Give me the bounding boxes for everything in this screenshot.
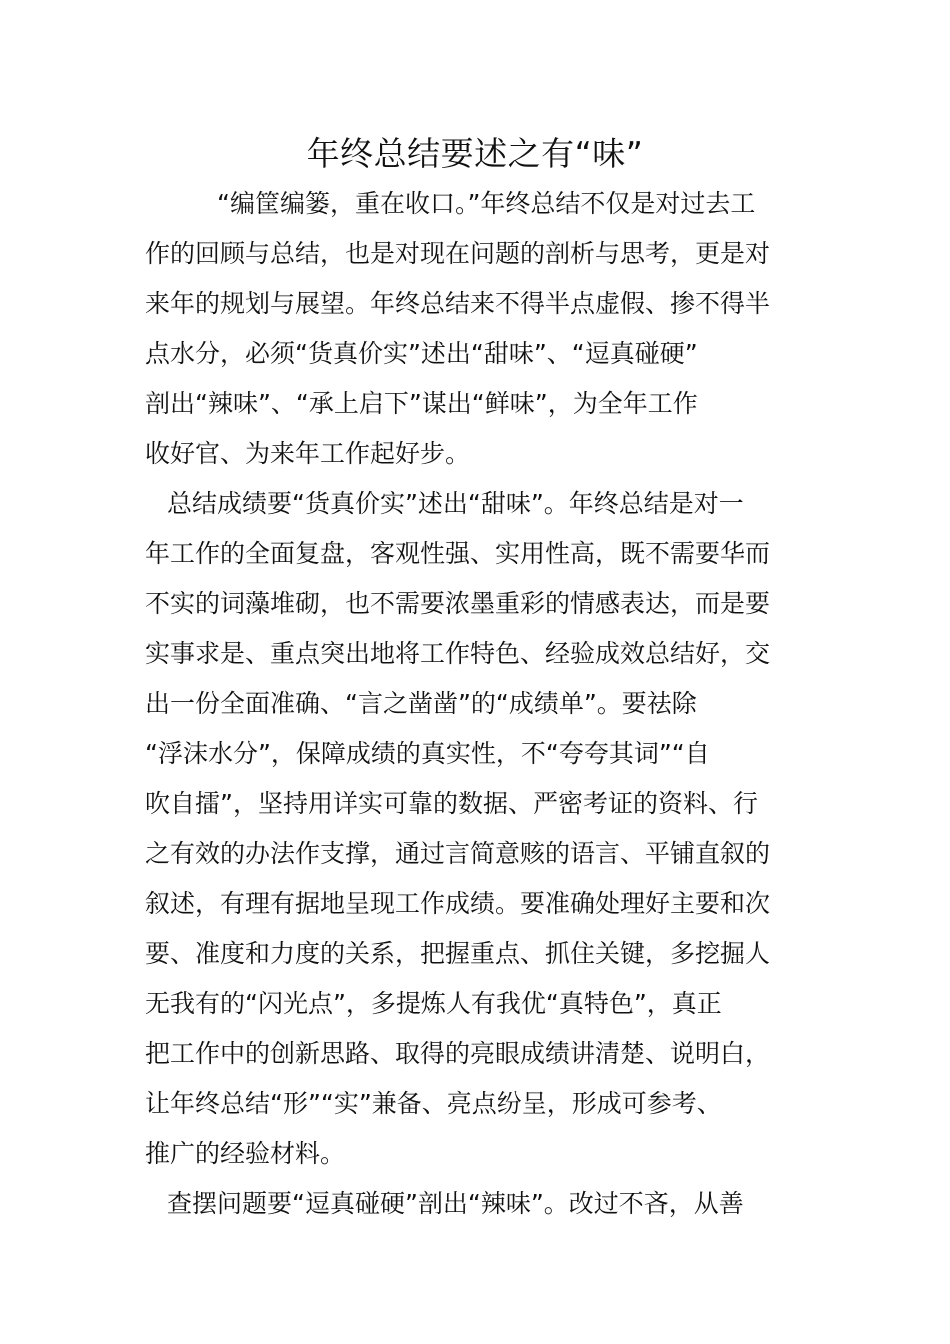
text-line: 作的回顾与总结，也是对现在问题的剖析与思考，更是对 xyxy=(145,239,771,268)
text-line: “浮沫水分”，保障成绩的真实性，不“夸夸其词”“自 xyxy=(145,739,710,768)
document-title: 年终总结要述之有“味” xyxy=(306,134,644,173)
text-line: 无我有的“闪光点”，多提炼人有我优“真特色”，真正 xyxy=(145,989,722,1018)
text-line: 要、准度和力度的关系，把握重点、抓住关键，多挖掘人 xyxy=(145,939,771,968)
text-line: 不实的词藻堆砌，也不需要浓墨重彩的情感表达，而是要 xyxy=(145,589,771,618)
text-line: 收好官、为来年工作起好步。 xyxy=(145,439,471,468)
text-line: 吹自擂”，坚持用详实可靠的数据、严密考证的资料、行 xyxy=(145,789,758,818)
text-line: 点水分，必须“货真价实”述出“甜味”、“逗真碰硬” xyxy=(145,339,698,368)
text-line: 总结成绩要“货真价实”述出“甜味”。年终总结是对一 xyxy=(167,489,744,518)
text-line: 出一份全面准确、“言之凿凿”的“成绩单”。要祛除 xyxy=(145,689,697,718)
text-line: 把工作中的创新思路、取得的亮眼成绩讲清楚、说明白， xyxy=(145,1039,771,1068)
text-line: 剖出“辣味”、“承上启下”谋出“鲜味”，为全年工作 xyxy=(145,389,698,418)
document-body xyxy=(145,179,815,1229)
text-line: 年工作的全面复盘，客观性强、实用性高，既不需要华而 xyxy=(145,539,771,568)
text-line: 叙述，有理有据地呈现工作成绩。要准确处理好主要和次 xyxy=(145,889,771,918)
text-line: 之有效的办法作支撑，通过言简意赅的语言、平铺直叙的 xyxy=(145,839,771,868)
text-line: 来年的规划与展望。年终总结来不得半点虚假、掺不得半 xyxy=(145,289,771,318)
text-line: 查摆问题要“逗真碰硬”剖出“辣味”。改过不吝，从善 xyxy=(167,1189,744,1218)
text-line: 让年终总结“形”“实”兼备、亮点纷呈，形成可参考、 xyxy=(145,1089,722,1118)
text-line: “编筐编篓，重在收口。”年终总结不仅是对过去工 xyxy=(217,189,756,218)
text-line: 推广的经验材料。 xyxy=(145,1139,346,1168)
text-line: 实事求是、重点突出地将工作特色、经验成效总结好，交 xyxy=(145,639,771,668)
